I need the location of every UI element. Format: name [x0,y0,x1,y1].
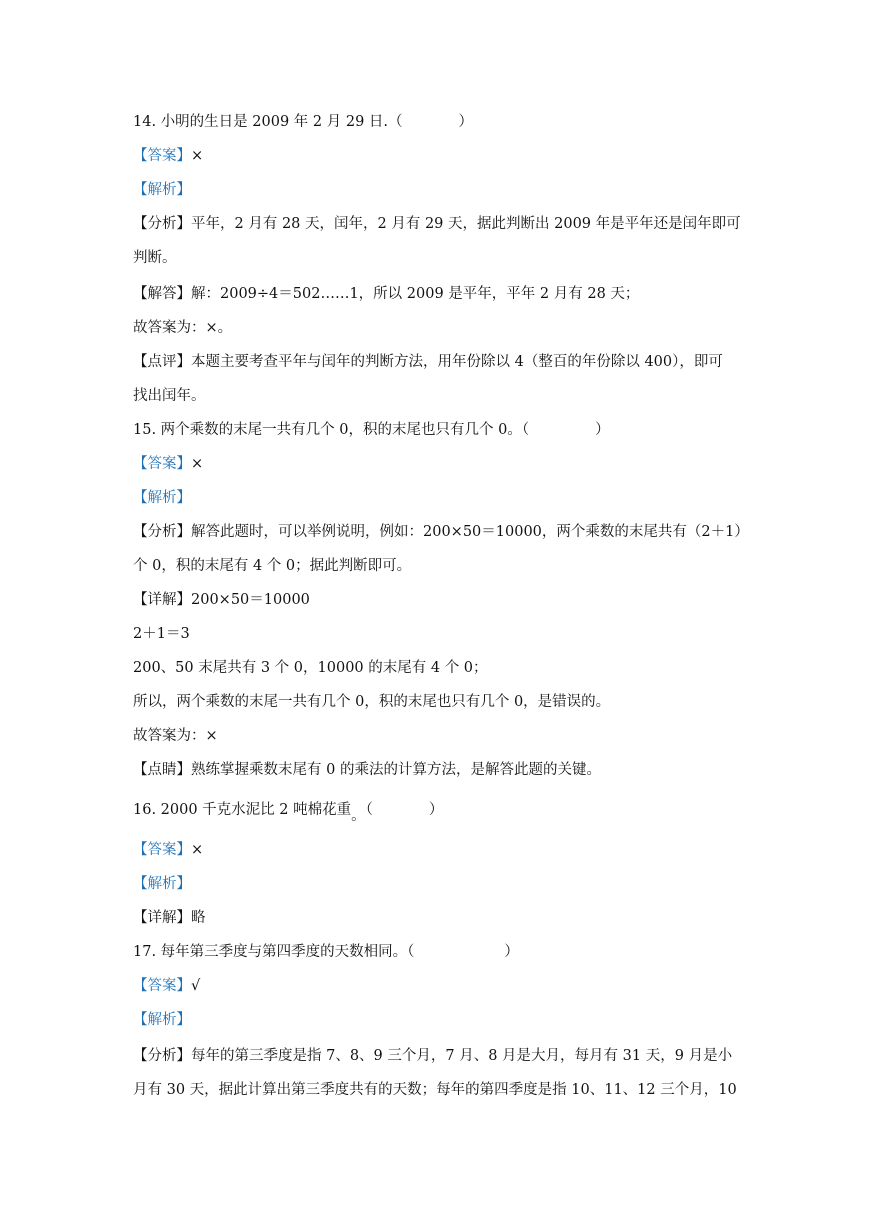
question-16-stem: 16. 2000 千克水泥比 2 吨棉花重。（ ） [133,802,444,824]
question-17-fenxi-line-1: 【分析】每年的第三季度是指 7、8、9 三个月，7 月、8 月是大月，每月有 31 天，9 月是小 [133,1048,733,1064]
question-14-answer [133,146,203,166]
question-16-analysis-tag: 【解析】 [133,876,191,892]
question-15-line-5: 故答案为：× [133,728,218,744]
question-15-line-3: 200、50 末尾共有 3 个 0，10000 的末尾有 4 个 0； [133,660,488,676]
question-14-stem: 14. 小明的生日是 2009 年 2 月 29 日.（ ） [133,114,474,130]
answer-value: × [191,842,204,858]
answer-value: √ [191,978,201,994]
question-17-stem: 17. 每年第三季度与第四季度的天数相同。（ ） [133,944,519,960]
answer-tag: 【答案】 [133,842,191,858]
answer-tag: 【答案】 [133,456,191,472]
question-16-answer [133,840,203,860]
question-15-xiangjie-line-1: 【详解】200×50＝10000 [133,592,310,608]
question-15-dianjing-line: 【点睛】熟练掌握乘数末尾有 0 的乘法的计算方法，是解答此题的关键。 [133,762,601,778]
question-14-fenxi-line-2: 判断。 [133,250,177,266]
question-17-answer [133,976,200,996]
question-14-jieda-line-1: 【解答】解：2009÷4＝502……1，所以 2009 是平年，平年 2 月有 28 天； [133,286,640,302]
answer-tag: 【答案】 [133,978,191,994]
question-15-stem: 15. 两个乘数的末尾一共有几个 0，积的末尾也只有几个 0。（ ） [133,422,610,438]
question-15-line-4: 所以，两个乘数的末尾一共有几个 0，积的末尾也只有几个 0，是错误的。 [133,694,611,710]
question-16-xiangjie-line: 【详解】略 [133,910,206,926]
question-14-dianping-line-1: 【点评】本题主要考查平年与闰年的判断方法，用年份除以 4（整百的年份除以 400），即可 [133,354,723,370]
question-14-analysis-tag: 【解析】 [133,182,191,198]
question-17-analysis-tag: 【解析】 [133,1012,191,1028]
question-14-jieda-line-2: 故答案为：×。 [133,320,233,336]
answer-value: × [191,456,204,472]
question-14-dianping-line-2: 找出闰年。 [133,388,206,404]
question-15-answer [133,454,203,474]
question-15-analysis-tag: 【解析】 [133,490,191,506]
answer-value: × [191,148,204,164]
answer-tag: 【答案】 [133,148,191,164]
question-17-fenxi-line-2: 月有 30 天，据此计算出第三季度共有的天数；每年的第四季度是指 10、11、12 三个月，10 [133,1082,737,1098]
question-15-fenxi-line-2: 个 0，积的末尾有 4 个 0；据此判断即可。 [133,558,412,574]
question-14-fenxi-line-1: 【分析】平年，2 月有 28 天，闰年，2 月有 29 天，据此判断出 2009 年是平年还是闰年即可 [133,216,741,232]
question-15-fenxi-line-1: 【分析】解答此题时，可以举例说明，例如：200×50＝10000，两个乘数的末尾共有（2＋1） [133,524,749,540]
question-15-line-2: 2＋1＝3 [133,626,190,642]
